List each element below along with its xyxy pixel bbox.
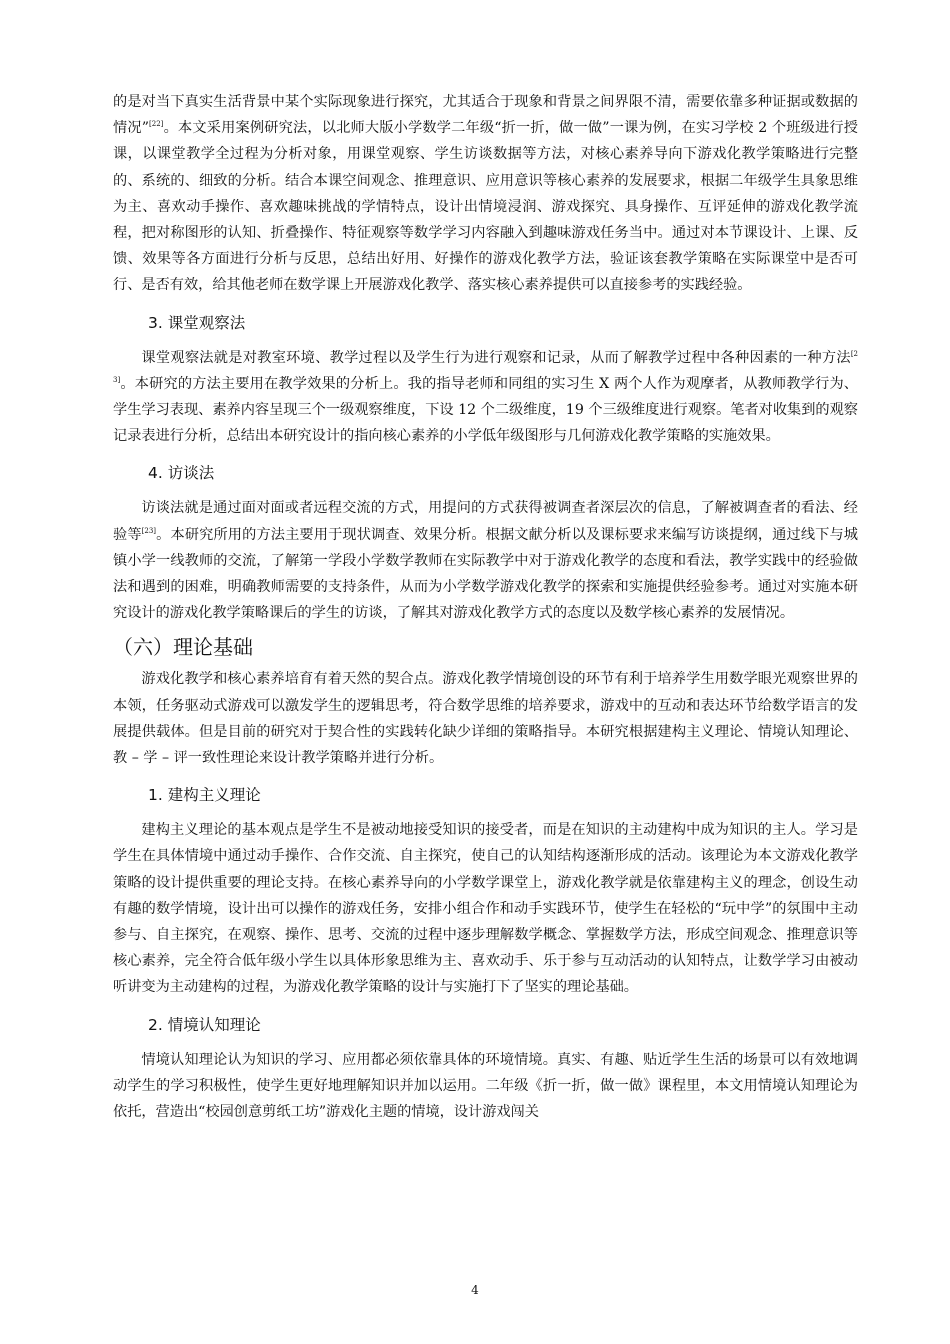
paragraph-theory-intro [113, 666, 858, 771]
heading-theoretical-basis: （六）理论基础 [113, 635, 253, 660]
page-body [113, 89, 858, 1125]
paragraph-case-study-cont [113, 89, 858, 299]
paragraph-text: 建构主义理论的基本观点是学生不是被动地接受知识的接受者，而是在知识的主动建构中成为知识的主人。学习是学生在具体情境中通过动手操作、合作交流、自主探究，使自己的认知结构逐渐形成的活动。该理论为本文游戏化教学策略的设计提供重要的理论支持。在核心素养导向的小学数学课堂上，游戏化教学就是依靠建构主义的理念，创设生动有趣的数学情境，设计出可以操作的游戏任务，安排小组合作和动手实践环节，使学生在轻松的“玩中学”的氛围中主动参与、自主探究，在观察、操作、思考、交流的过程中逐步理解数学概念、掌握数学方法，形成空间观念、推理意识等核心素养，完全符合低年级小学生以具体形象思维为主、喜欢动手、乐于参与互动活动的认知特点，让数学学习由被动听讲变为主动建构的过程，为游戏化教学策略的设计与实施打下了坚实的理论基础。 [113, 822, 858, 996]
paragraph-text: 。本文采用案例研究法，以北师大版小学数学二年级“折一折，做一做”一课为例，在实习学校 2 个班级进行授课，以课堂教学全过程为分析对象，用课堂观察、学生访谈数据等方法，对核心素养导向下游戏化教学策略进行完整的、系统的、细致的分析。结合本课空间观念、推理意识、应用意识等核心素养的发展要求，根据二年级学生具象思维为主、喜欢动手操作、喜欢趣味挑战的学情特点，设计出情境浸润、游戏探究、具身操作、互评延伸的游戏化教学流程，把对称图形的认知、折叠操作、特征观察等数学学习内容融入到趣味游戏任务当中。通过对本节课设计、上课、反馈、效果等各方面进行分析与反思，总结出好用、好操作的游戏化教学方法，验证该套教学策略在实际课堂中是否可行、是否有效，给其他老师在数学课上开展游戏化教学、落实核心素养提供可以直接参考的实践经验。 [113, 120, 858, 294]
citation-superscript: [23] [113, 349, 858, 384]
paragraph-text: 游戏化教学和核心素养培育有着天然的契合点。游戏化教学情境创设的环节有利于培养学生用数学眼光观察世界的本领，任务驱动式游戏可以激发学生的逻辑思考，符合数学思维的培养要求，游戏中的互动和表达环节给数学语言的发展提供载体。但是目前的研究对于契合性的实践转化缺少详细的策略指导。本研究根据建构主义理论、情境认知理论、教 – 学 – 评一致性理论来设计教学策略并进行分析。 [113, 671, 858, 767]
paragraph-text: 的是对当下真实生活背景中某个实际现象进行探究，尤其适合于现象和背景之间界限不清，需要依靠多种证据或数据的情况” [113, 94, 858, 137]
paragraph-text: 情境认知理论认为知识的学习、应用都必须依靠具体的环境情境。真实、有趣、贴近学生生活的场景可以有效地调动学生的学习积极性，使学生更好地理解知识并加以运用。二年级《折一折，做一做》课程里，本文用情境认知理论为依托，营造出“校园创意剪纸工坊”游戏化主题的情境，设计游戏闯关 [113, 1051, 858, 1121]
citation-superscript: [23] [141, 526, 157, 535]
page-number: 4 [471, 1283, 479, 1297]
paragraph-situated-cognition [113, 1047, 858, 1126]
paragraph-text: 访谈法就是通过面对面或者远程交流的方式，用提问的方式获得被调查者深层次的信息，了解被调查者的看法、经验等 [113, 500, 858, 543]
paragraph-text: 。本研究的方法主要用在教学效果的分析上。我的指导老师和同组的实习生 X 两个人作为观摩者，从教师教学行为、学生学习表现、素养内容呈现三个一级观察维度，下设 12 个二级维度，19 个三级维度进行观察。笔者对收集到的观察记录表进行分析，总结出本研究设计的指向核心素养的小学低年级图形与几何游戏化教学策略的实施效果。 [113, 375, 858, 445]
paragraph-observation-method [113, 345, 858, 450]
heading-interview-method: 4. 访谈法 [148, 464, 215, 483]
heading-situated-cognition: 2. 情境认知理论 [148, 1015, 261, 1034]
heading-observation-method: 3. 课堂观察法 [148, 313, 246, 332]
paragraph-text: 课堂观察法就是对教室环境、教学过程以及学生行为进行观察和记录，从而了解教学过程中各种因素的一种方法 [141, 349, 851, 366]
citation-superscript: [22] [149, 120, 164, 129]
paragraph-text: 。本研究所用的方法主要用于现状调查、效果分析。根据文献分析以及课标要求来编写访谈提纲，通过线下与城镇小学一线教师的交流，了解第一学段小学数学教师在实际教学中对于游戏化教学的态度和看法，教学实践中的经验做法和遇到的困难，明确教师需要的支持条件，从而为小学数学游戏化教学的探索和实施提供经验参考。通过对实施本研究设计的游戏化教学策略课后的学生的访谈，了解其对游戏化教学方式的态度以及数学核心素养的发展情况。 [113, 526, 858, 622]
paragraph-constructivism [113, 817, 858, 1000]
heading-constructivism: 1. 建构主义理论 [148, 786, 261, 805]
paragraph-interview-method [113, 495, 858, 626]
